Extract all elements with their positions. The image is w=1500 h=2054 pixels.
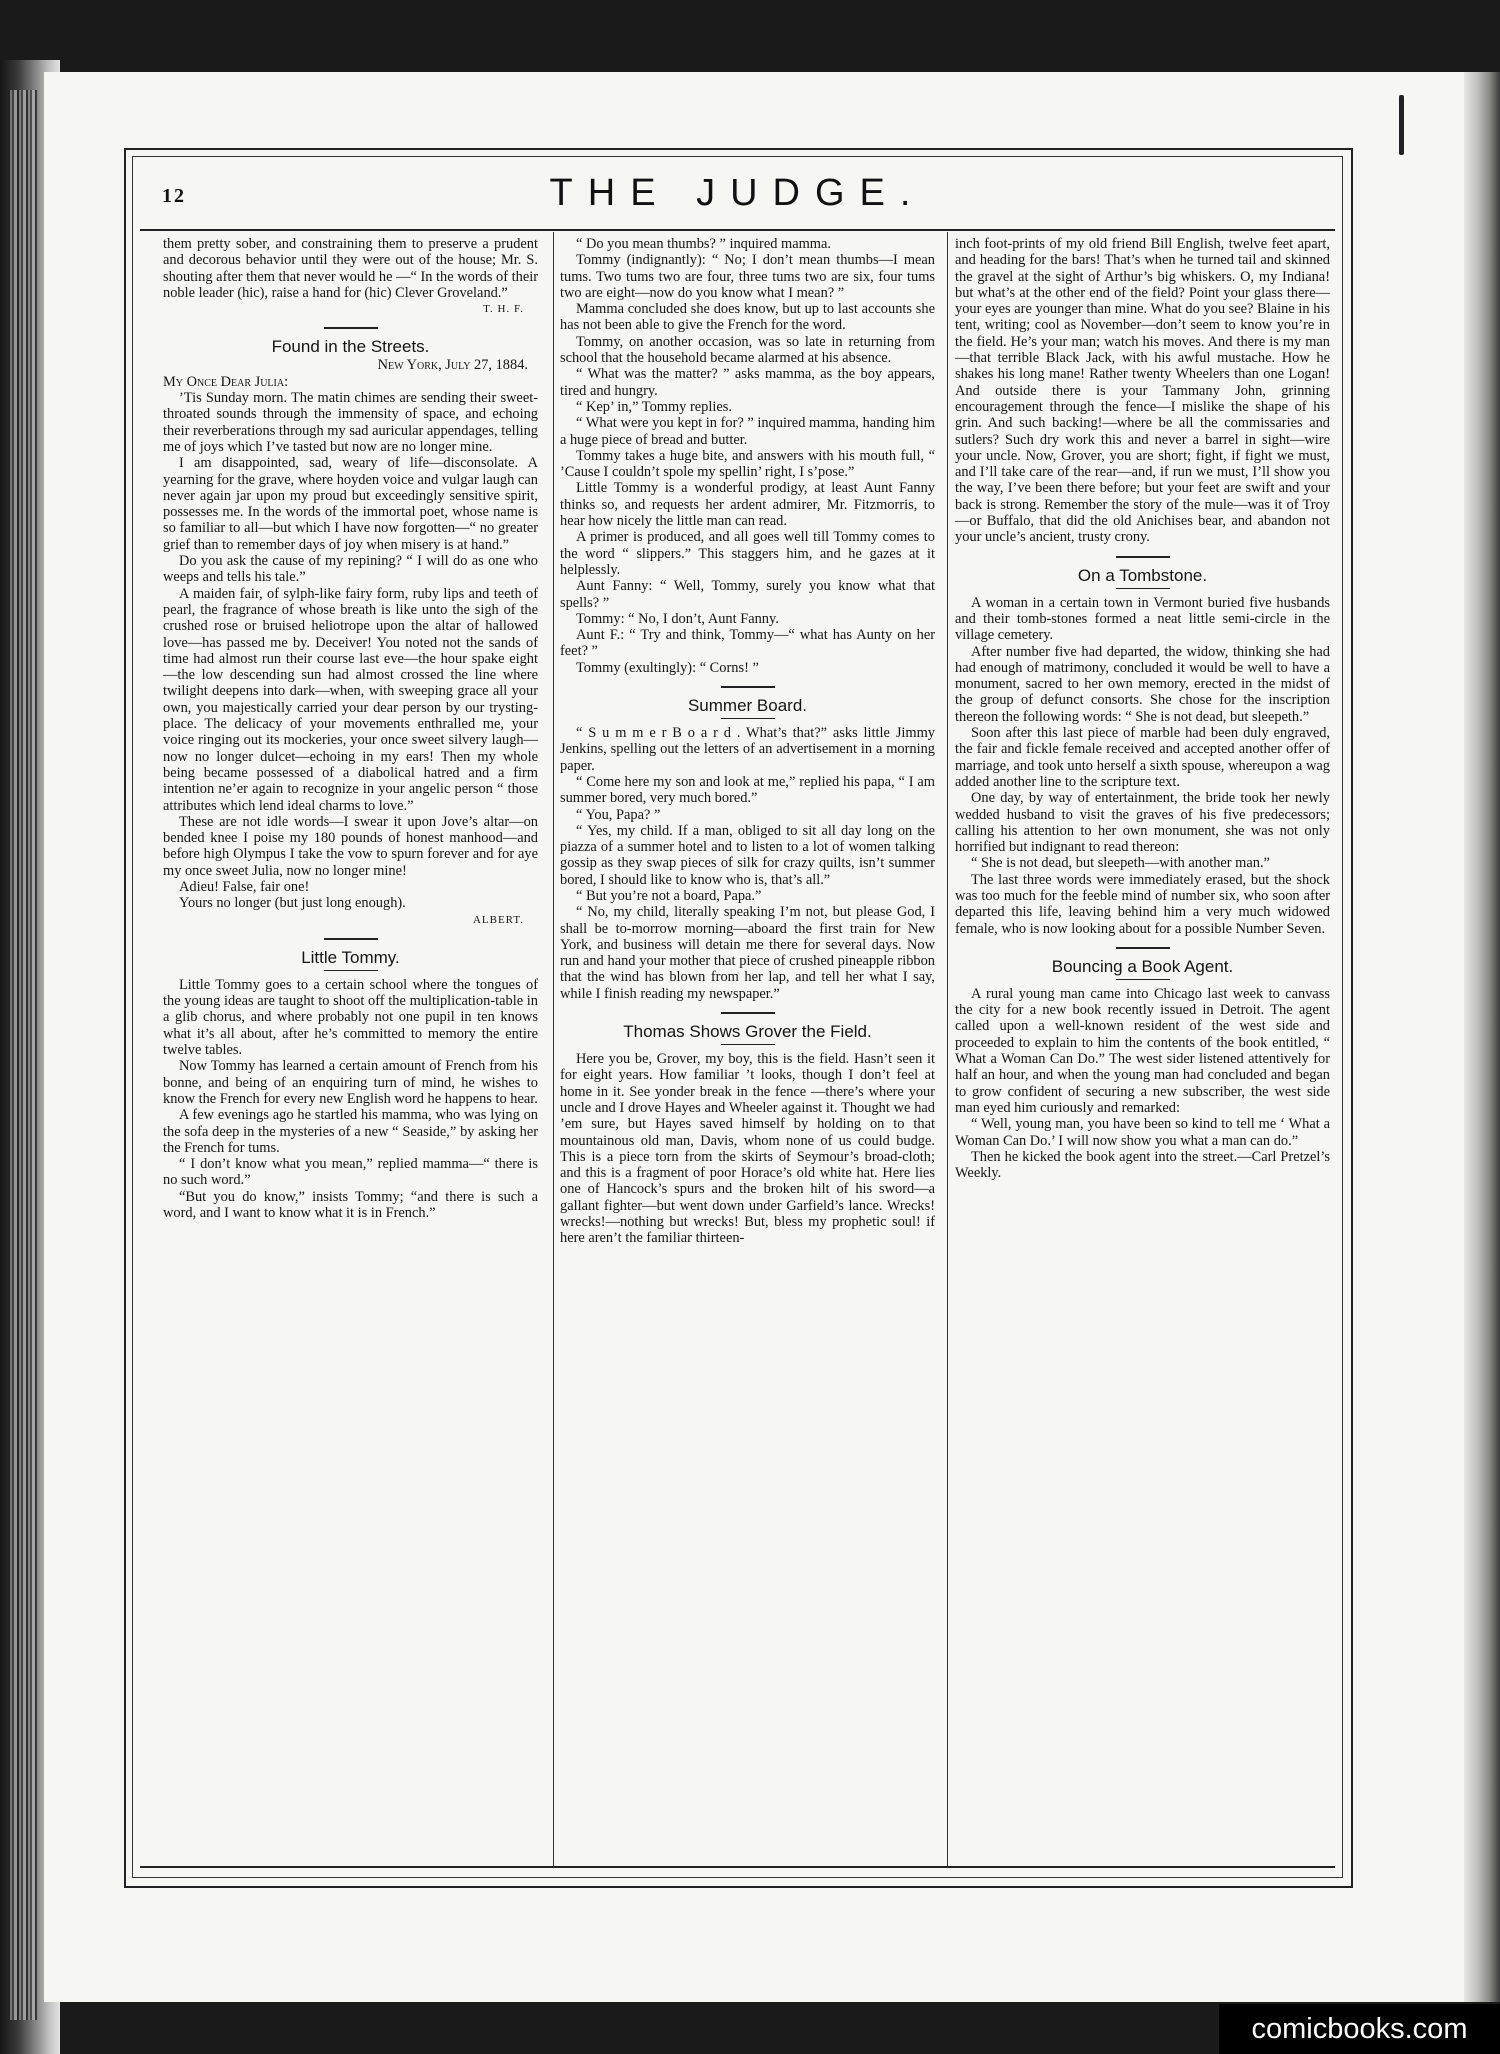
paragraph: Yours no longer (but just long enough). [179,895,406,912]
paragraph: Little Tommy goes to a certain school where the tongues of the young ideas are taught to shoot off the multiplication-table in a glib chorus, and where probably not one pupil in ten knows what it’s all about, after he’s committed to memory the entire twelve tables. [163,976,538,1059]
article-title-little-tommy: Little Tommy. [301,947,400,967]
dateline: New York, July 27, 1884. [377,357,528,374]
title-underline [1116,979,1170,980]
paragraph: Adieu! False, fair one! [179,878,310,895]
paragraph: Do you ask the cause of my repining? “ I will do as one who weeps and tells his tale.” [163,553,538,586]
header-rule [140,229,1335,231]
paragraph: The last three words were immediately erased, but the shock was too much for the feeble mind of number six, who soon after departed this life, leaving behind him a very much widowed female, who is now looking about for a possible Number Seven. [955,871,1330,937]
paragraph: them pretty sober, and constraining them to preserve a prudent and decorous behavior until they were out of the house; Mr. S. shouting after them that never would he —“ In the words of their noble leader (hic), raise a hand for (hic) Clever Groveland.” [163,236,538,301]
paragraph: A maiden fair, of sylph-like fairy form, ruby lips and teeth of pearl, the fragrance of whose breath is like unto the sigh of the crushed rose or bruised heliotrope upon the altar of hallowed love—has passed me by. Deceiver! You noted not the sands of time had almost run their course last eve—the hour spake eight—the low descending sun had almost crossed the line where twilight deepens into dark—when, with sweeping grace all your own, you majestically carried your dear person by our trysting-place. The delicacy of your movements enthralled me, your voice ringing out its mockeries, your once sweet silvery laugh—now no longer dulcet—echoing in my ears! Then my whole being became possessed of a diabolical hatred and a firm intention ne’er again to recognize in your angelic person “ those attributes which lend ideal charms to love.” [163,585,538,814]
paragraph: A woman in a certain town in Vermont buried five husbands and their tomb-stones formed a neat little semi-circle in the village cemetery. [955,594,1330,644]
article-title-bouncing-a-book-agent: Bouncing a Book Agent. [1051,956,1234,976]
section-rule [1116,947,1170,949]
paragraph: Little Tommy is a wonderful prodigy, at least Aunt Fanny thinks so, and requests her ardent admirer, Mr. Fitzmorris, to hear how nicely the little man can read. [560,480,935,530]
paragraph: “ S u m m e r B o a r d . What’s that?” asks little Jimmy Jenkins, spelling out the letters of an advertisement in a morning paper. [560,725,935,774]
paragraph: These are not idle words—I swear it upon Jove’s altar—on bended knee I poise my 180 pounds of honest manhood—and before high Olympus I take the vow to spurn forever and for aye my once sweet Julia, now no longer mine! [163,813,538,879]
paragraph: Now Tommy has learned a certain amount of French from his bonne, and being of an enquiring turn of mind, he wishes to know the French for every new English word he happens to hear. [163,1058,538,1107]
paragraph: A primer is produced, and all goes well till Tommy comes to the word “ slippers.” This staggers him, and he gazes at it helplessly. [560,529,935,578]
title-underline [324,970,378,971]
column-divider-1 [553,232,554,1868]
paragraph: “ What were you kept in for? ” inquired mamma, handing him a huge piece of bread and butter. [560,415,935,448]
paragraph: Here you be, Grover, my boy, this is the field. Hasn’t seen it for eight years. How familiar ’t looks, though I don’t feel at home in it. See yonder break in the fence —there’s where your uncle and I drove Hayes and Wheeler against it. Thought we had ’em sure, but Hayes saved himself by holding on to that mountainous old man, Davis, whom none of us could budge. This is a piece torn from the skirts of Seymour’s broad-cloth; and this is a fragment of poor Horace’s old white hat. Here lies one of Hancock’s spurs and the broken hilt of his sword—a gallant fighter—but went down under Garfield’s lance. Wrecks! wrecks!—nothing but wrecks! But, bless my prophetic soul! if here aren’t the familiar thirteen- [560,1051,935,1247]
article-title-on-a-tombstone: On a Tombstone. [1077,565,1208,585]
column-1 [163,236,538,1221]
paragraph: Mamma concluded she does know, but up to last accounts she has not been able to give the French for the word. [560,301,935,334]
masthead-title: THE JUDGE. [549,172,926,214]
footer-rule [140,1866,1335,1868]
signature: ALBERT. [472,913,524,926]
section-rule [721,686,775,688]
column-divider-2 [947,232,948,1868]
page-number: 12 [162,185,186,207]
title-underline [721,718,775,719]
binding-stitching [8,90,38,2020]
paragraph: Tommy: “ No, I don’t, Aunt Fanny. [576,610,779,627]
paragraph: A rural young man came into Chicago last week to canvass the city for a new book recently issued in Detroit. The agent called upon a well-known resident of the west side and proceeded to explain to him the contents of the book entitled, “ What a Woman Can Do.” The west sider listened attentively for half an hour, and when the young man had concluded and began to grow confident of securing a new subscriber, the west side man eyed him curiously and remarked: [955,985,1330,1116]
paragraph: “ What was the matter? ” asks mamma, as the boy appears, tired and hungry. [560,366,935,399]
salutation: My Once Dear Julia: [163,373,289,390]
paragraph: “ But you’re not a board, Papa.” [576,887,762,904]
paragraph: “ Come here my son and look at me,” replied his papa, “ I am summer bored, very much bored.” [560,773,935,807]
article-title-summer-board: Summer Board. [687,696,808,716]
signature: T. H. F. [483,303,524,316]
paragraph: One day, by way of entertainment, the bride took her newly wedded husband to visit the graves of his five predecessors; calling his attention to her own monument, she was not only horrified but indignant to read thereon: [955,790,1330,856]
paragraph: Aunt Fanny: “ Well, Tommy, surely you know what that spells? ” [560,578,935,611]
title-underline [721,1044,775,1045]
paragraph: “ No, my child, literally speaking I’m not, but please God, I shall be to-morrow morning—aboard the first train for New York, and business will detain me there for several days. Now run and hand your mother that piece of crushed pineapple ribbon that the wind has blown from her lap, and tell her what I say, while I finish reading my newspaper.” [560,904,935,1002]
paragraph: Tommy (exultingly): “ Corns! ” [576,659,759,676]
paragraph: After number five had departed, the widow, thinking she had had enough of matrimony, concluded it would be well to have a monument, sacred to her own memory, erected in the midst of the group of defunct consorts. She chose for the inscription thereon the following words: “ She is not dead, but sleepeth.” [955,643,1330,725]
column-2 [560,236,935,1247]
paragraph: I am disappointed, sad, weary of life—disconsolate. A yearning for the grave, where hoyden voice and vulgar laugh can never again jar upon my proud but exceedingly sensitive spirit, possesses me. In the words of the immortal poet, whose name is so familiar to all—but which I have now forgotten—“ no greater grief than to remember days of joy when misery is at hand.” [163,455,538,553]
paragraph: “ You, Papa? ” [576,806,661,823]
paragraph: “ I don’t know what you mean,” replied mamma—“ there is no such word.” [163,1156,538,1189]
section-rule [324,938,378,940]
paragraph: Tommy, on another occasion, was so late in returning from school that the household became alarmed at his absence. [560,333,935,367]
paragraph: “ Well, young man, you have been so kind to tell me ‘ What a Woman Can Do.’ I will now show you what a man can do.” [955,1116,1330,1149]
title-underline [1116,588,1170,589]
article-title-thomas-shows-grover: Thomas Shows Grover the Field. [623,1022,872,1042]
paragraph: “ Do you mean thumbs? ” inquired mamma. [576,236,831,252]
paragraph: Aunt F.: “ Try and think, Tommy—“ what has Aunty on her feet? ” [560,627,935,660]
paragraph: Then he kicked the book agent into the street.—Carl Pretzel’s Weekly. [955,1148,1330,1182]
paragraph: Soon after this last piece of marble had been duly engraved, the fair and fickle female received and accepted another offer of marriage, and took unto herself a sixth spouse, whereupon a wag added another line to the scripture text. [955,725,1330,790]
section-rule [1116,556,1170,558]
article-title-found-in-the-streets: Found in the Streets. [271,337,430,357]
paragraph: ’Tis Sunday morn. The matin chimes are sending their sweet-throated sounds through the immensity of space, and echoing their reverberations through my sad auricular appendages, telling me of joys which I’ve tasted but now are no longer mine. [163,390,538,455]
paragraph: “ Kep’ in,” Tommy replies. [576,398,732,415]
margin-mark [1399,95,1404,155]
paragraph: “ She is not dead, but sleepeth—with another man.” [971,855,1270,872]
paragraph: A few evenings ago he startled his mamma, who was lying on the sofa deep in the mysteries of a new “ Seaside,” by asking her the French for tums. [163,1107,538,1156]
paragraph: Tommy takes a huge bite, and answers with his mouth full, “ ’Cause I couldn’t spole my spellin’ right, I s’pose.” [560,447,935,481]
paragraph: “But you do know,” insists Tommy; “and there is such a word, and I want to know what it is in French.” [163,1188,538,1222]
section-rule [324,327,378,329]
paragraph: inch foot-prints of my old friend Bill English, twelve feet apart, and heading for the bars! That’s when he turned tail and skinned the gravel at the sight of Arthur’s big whiskers. O, my Indiana! but what’s at the other end of the field? Point your glass there—your eyes are younger than mine. What do you see? Blaine in his tent, writing; cool as November—don’t seem to know you’re in the field. He’s your man; watch his moves. And there is my man—that terrible Black Jack, with his awful mustache. How he shakes his long mane! Rather twenty Wheelers than one Logan! And outside there is your Tammany John, grinning encouragement through the fence—I mislike the shape of his grin. And such backing!—where be all the commissaries and sutlers? Such dry work this and never a barrel in sight—wire your uncle. Now, Grover, you are short; fight, if fight we must, and I’ll take care of the rear—and, if run we must, I’ll show you the way, I’ve been there before; but your feet are swift and your back is strong. Remember the story of the mule—was it of Troy—or Buffalo, that did the old Anichises bear, and abandon not your uncle’s ancient, trusty crony. [955,236,1330,546]
section-rule [721,1012,775,1014]
watermark: comicbooks.com [1219,2004,1500,2054]
page-right-edge [1464,72,1500,2002]
column-3 [955,236,1330,1181]
paragraph: Tommy (indignantly): “ No; I don’t mean thumbs—I mean tums. Two tums two are four, three tums two are six, four tums two are eight—now do you know what I mean? ” [560,252,935,301]
paragraph: “ Yes, my child. If a man, obliged to sit all day long on the piazza of a summer hotel and to listen to a lot of women talking gossip as they swap pieces of silk for crazy quilts, isn’t summer bored, I should like to know who is, that’s all.” [560,822,935,888]
